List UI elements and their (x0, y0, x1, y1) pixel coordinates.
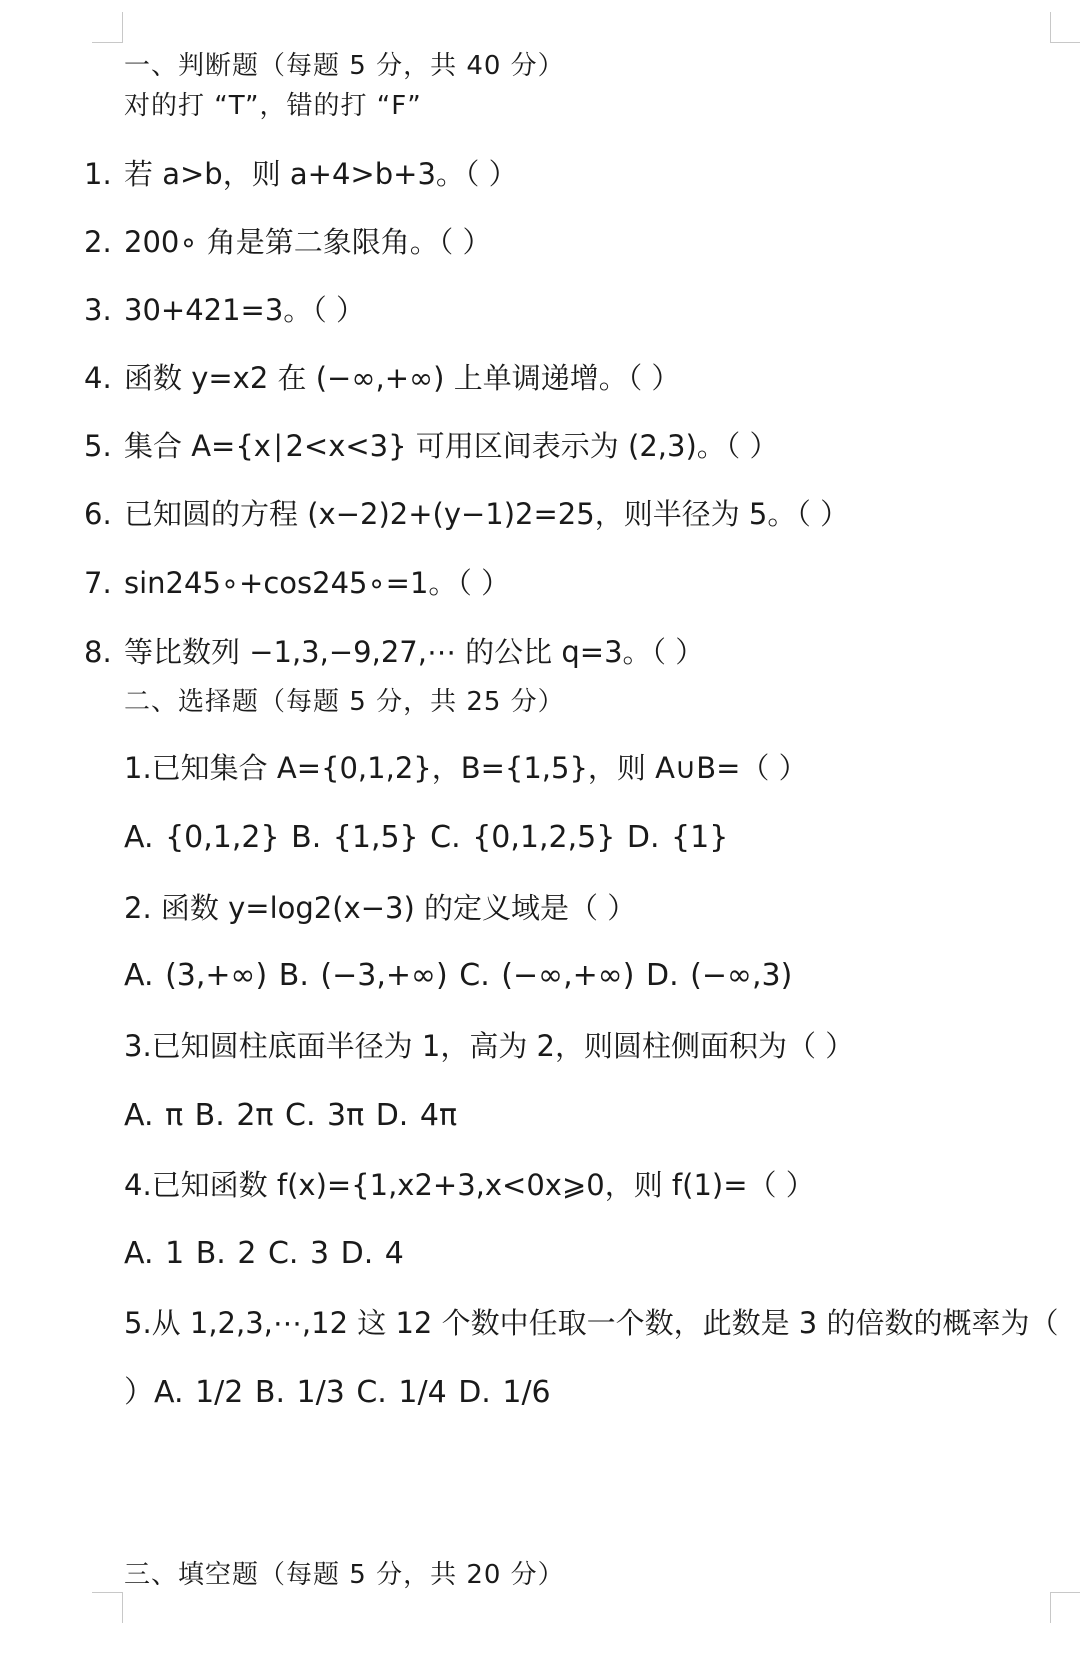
question-number: 2. (84, 225, 112, 259)
judge-question (84, 222, 491, 262)
question-number: 6. (84, 497, 112, 531)
question-text: sin245∘+cos245∘=1。（ ） (124, 566, 511, 600)
question-number: 5. (84, 429, 112, 463)
choice-options: A. 1 B. 2 C. 3 D. 4 (124, 1236, 404, 1271)
question-text: 若 a>b，则 a+4>b+3。（ ） (124, 157, 518, 191)
question-number: 3. (84, 293, 112, 327)
choice-options: A. π B. 2π C. 3π D. 4π (124, 1098, 458, 1133)
question-text: 200∘ 角是第二象限角。（ ） (124, 225, 492, 259)
section1-title: 一、判断题（每题 5 分，共 40 分） (124, 51, 565, 81)
section3-title: 三、填空题（每题 5 分，共 20 分） (124, 1560, 565, 1590)
choice-options: ）A. 1/2 B. 1/3 C. 1/4 D. 1/6 (124, 1375, 551, 1410)
choice-question: 2. 函数 y=log2(x−3) 的定义域是（ ） (124, 891, 637, 925)
judge-question (84, 426, 778, 466)
section1-instruction: 对的打 “T”，错的打 “F” (124, 91, 422, 121)
section2-title: 二、选择题（每题 5 分，共 25 分） (124, 687, 565, 717)
judge-question (84, 358, 680, 398)
page-corner-mark (92, 1592, 123, 1623)
page-corner-mark (1050, 12, 1080, 43)
choice-options: A. (3,+∞) B. (−3,+∞) C. (−∞,+∞) D. (−∞,3) (124, 958, 793, 993)
judge-question (84, 632, 704, 672)
choice-options: A. {0,1,2} B. {1,5} C. {0,1,2,5} D. {1} (124, 820, 729, 855)
judge-question (84, 563, 510, 603)
choice-question: 4.已知函数 f(x)={1,x2+3,x<0x⩾0，则 f(1)=（ ） (124, 1168, 815, 1202)
judge-question (84, 154, 518, 194)
question-number: 8. (84, 635, 112, 669)
question-number: 1. (84, 157, 112, 191)
question-text: 函数 y=x2 在 (−∞,+∞) 上单调递增。（ ） (124, 361, 681, 395)
choice-question: 5.从 1,2,3,⋯,12 这 12 个数中任取一个数，此数是 3 的倍数的概率为（ (124, 1306, 1059, 1340)
question-number: 7. (84, 566, 112, 600)
judge-question (84, 290, 365, 330)
page-corner-mark (1050, 1592, 1080, 1623)
question-text: 等比数列 −1,3,−9,27,⋯ 的公比 q=3。（ ） (124, 635, 705, 669)
question-number: 4. (84, 361, 112, 395)
question-text: 已知圆的方程 (x−2)2+(y−1)2=25，则半径为 5。（ ） (124, 497, 850, 531)
question-text: 30+421=3。（ ） (124, 293, 366, 327)
choice-question: 1.已知集合 A={0,1,2}，B={1,5}，则 A∪B=（ ） (124, 751, 808, 785)
question-text: 集合 A={x∣2<x<3} 可用区间表示为 (2,3)。（ ） (124, 429, 779, 463)
judge-question (84, 494, 849, 534)
choice-question: 3.已知圆柱底面半径为 1，高为 2，则圆柱侧面积为（ ） (124, 1029, 855, 1063)
page-corner-mark (92, 12, 123, 43)
